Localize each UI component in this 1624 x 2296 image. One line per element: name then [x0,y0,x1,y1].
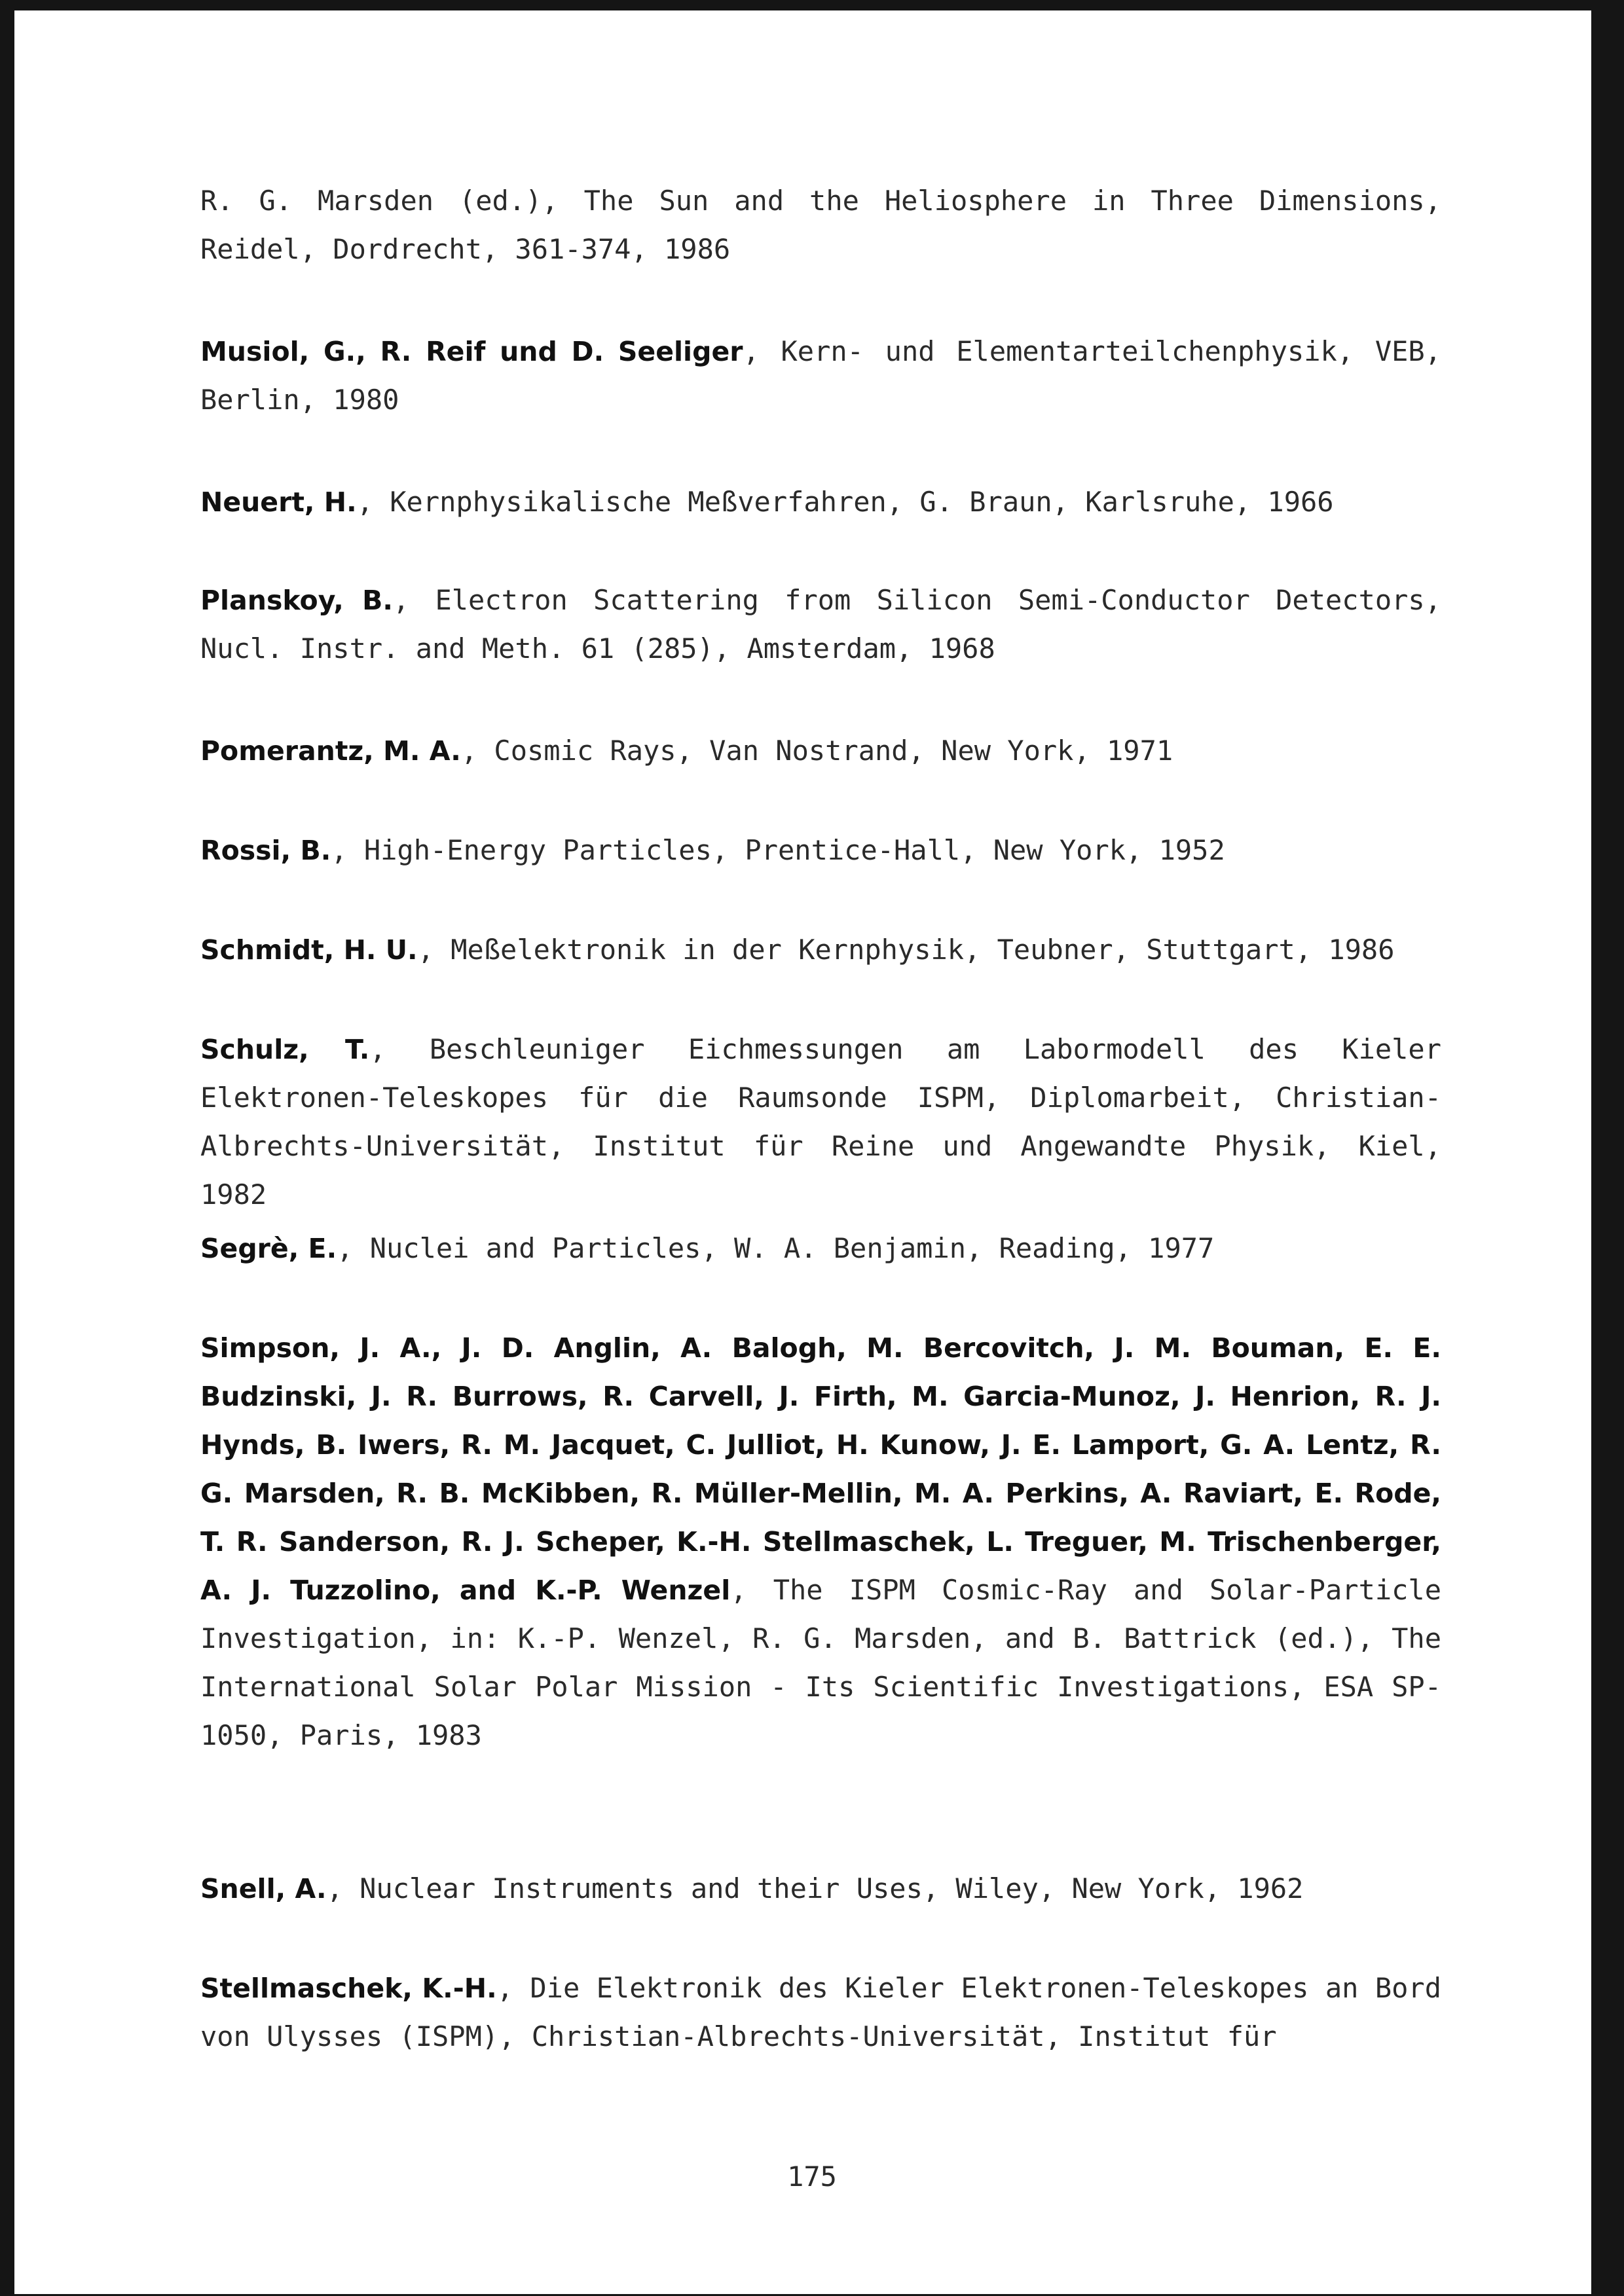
reference-authors: Planskoy, B. [200,585,393,616]
reference-authors: Schulz, T. [200,1034,370,1065]
reference-authors: Rossi, B. [200,835,331,866]
reference-authors: Segrè, E. [200,1233,337,1264]
reference-authors: Musiol, G., R. Reif und D. Seeliger [200,336,743,367]
reference-text: , Meßelektronik in der Kernphysik, Teubner, Stuttgart, 1986 [417,934,1395,966]
reference-text: , Electron Scattering from Silicon Semi-Conductor Detectors, Nucl. Instr. and Meth. 61 (285), Amsterdam, 1968 [200,584,1441,665]
reference-authors: Snell, A. [200,1873,327,1904]
reference-text: , Nuclei and Particles, W. A. Benjamin, Reading, 1977 [337,1232,1215,1264]
reference-text: , Cosmic Rays, Van Nostrand, New York, 1971 [460,735,1173,767]
reference-authors: Stellmaschek, K.-H. [200,1973,497,2004]
reference-authors: Schmidt, H. U. [200,934,418,966]
reference-entry [200,478,1441,526]
reference-entry [200,576,1441,673]
reference-text: , Nuclear Instruments and their Uses, Wiley, New York, 1962 [326,1872,1304,1904]
reference-entry [200,1025,1441,1219]
reference-text: , Kernphysikalische Meßverfahren, G. Braun, Karlsruhe, 1966 [356,486,1334,518]
reference-entry [200,826,1441,875]
page-number: 175 [787,2160,837,2193]
reference-entry [200,1865,1441,1913]
reference-entry [200,327,1441,424]
reference-text: , Beschleuniger Eichmessungen am Labormodell des Kieler Elektronen-Teleskopes für die Raumsonde ISPM, Diplomarbeit, Christian-Albrechts-Universität, Institut für Reine und Angewandte Physik, Kiel, 1982 [200,1033,1441,1211]
reference-authors: Pomerantz, M. A. [200,735,461,767]
reference-text: , Kern- und Elementarteilchenphysik, VEB, Berlin, 1980 [200,335,1442,416]
reference-authors: Neuert, H. [200,486,357,518]
reference-text: , The ISPM Cosmic-Ray and Solar-Particle Investigation, in: K.-P. Wenzel, R. G. Marsden, and B. Battrick (ed.), The International Solar Polar Mission - Its Scientific Investigations, ESA SP-1050, Paris, 1983 [200,1574,1441,1751]
reference-text: , Die Elektronik des Kieler Elektronen-Teleskopes an Bord von Ulysses (ISPM), Christian-Albrechts-Universität, Institut für [200,1972,1441,2052]
reference-entry [200,177,1441,274]
reference-entry [200,1324,1441,1760]
reference-text: R. G. Marsden (ed.), The Sun and the Heliosphere in Three Dimensions, Reidel, Dordrecht, 361-374, 1986 [200,185,1441,265]
reference-entry [200,926,1441,974]
reference-authors: Simpson, J. A., J. D. Anglin, A. Balogh, M. Bercovitch, J. M. Bouman, E. E. Budzinski, J. R. Burrows, R. Carvell, J. Firth, M. Garcia-Munoz, J. Henrion, R. J. Hynds, B. Iwers, R. M. Jacquet, C. Julliot, H. Kunow, J. E. Lamport, G. A. Lentz, R. G. Marsden, R. B. McKibben, R. Müller-Mellin, M. A. Perkins, A. Raviart, E. Rode, T. R. Sanderson, R. J. Scheper, K.-H. Stellmaschek, L. Treguer, M. Trischenberger, A. J. Tuzzolino, and K.-P. Wenzel [200,1332,1441,1606]
reference-entry [200,1224,1441,1273]
reference-text: , High-Energy Particles, Prentice-Hall, New York, 1952 [331,834,1225,866]
reference-entry [200,727,1441,775]
reference-entry [200,1964,1441,2061]
